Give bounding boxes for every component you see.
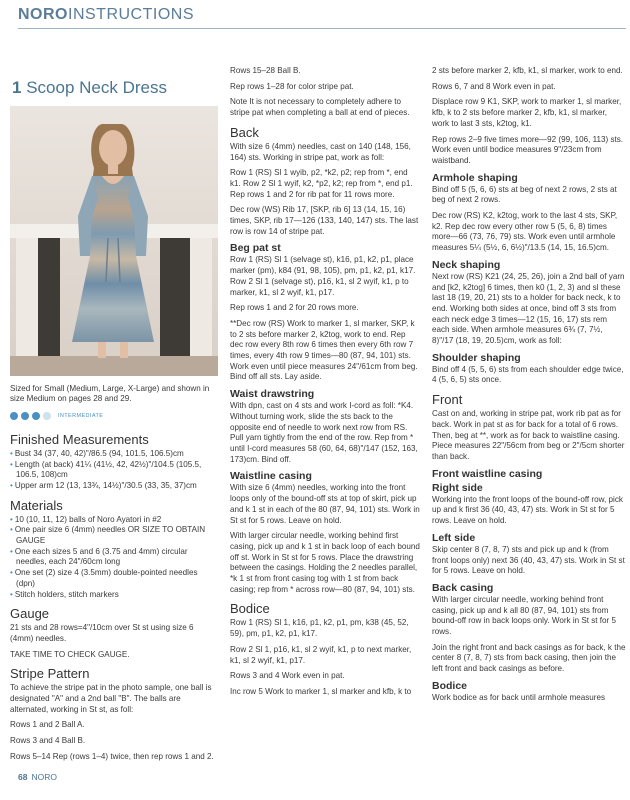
subsection-heading: Back casing (432, 581, 494, 594)
subsection-heading: Neck shaping (432, 258, 501, 271)
bullet-item: • One pair size 6 (4mm) needles OR SIZE TO OBTAIN GAUGE (10, 525, 218, 546)
paragraph: Bind off 5 (5, 6, 6) sts at beg of next 2 rows, 2 sts at beg of next 2 rows. (432, 184, 617, 205)
section-heading: Materials (10, 497, 63, 513)
paragraph: Bind off 4 (5, 5, 6) sts from each shoulder edge twice, 4 (5, 6, 5) sts once. (432, 364, 624, 385)
section-title: INSTRUCTIONS (68, 6, 194, 23)
paragraph: With larger circular needle, working behind first casing, pick up and k 1 st in back loop of each bound off st. Work in St st for 5 rows. Place the drawstring between the casings. Holding the 2 needles parallel, *k 1 st from front casing tog with 1 st from back casing; rep from * across row—80 (87, 94, 101) sts. (230, 531, 420, 594)
paragraph: 21 sts and 28 rows=4"/10cm over St st using size 6 (4mm) needles. (10, 623, 194, 643)
paragraph: Join the right front and back casings as for back, k the center 8 (7, 8, 7) sts from back casing, then join the left front and back casings as before. (432, 642, 626, 674)
paragraph: Row 1 (RS) Sl 1 (selvage st), k16, p1, k2, p1, place marker (pm), k84 (91, 98, 105), pm, p1, k2, p1, k17. Row 2 Sl 1 (selvage st), p16, k1, sl 2 wyif, k1, p to marker, k1, sl 2 wyif, k1, p17. (230, 255, 416, 297)
pattern-title (12, 78, 218, 98)
paragraph: **Dec row (RS) Work to marker 1, sl marker, SKP, k to 2 sts before marker 2, k2tog, work to end. Rep dec row every 8th row 6 times then every 6th row 7 times, every 4th row 9 times—80 (87, 94, 101) sts. Work even until piece measures 24"/61cm from beg. Bind off all sts. Lay aside. (230, 318, 418, 382)
paragraph: Rep rows 1–28 for color stripe pat. (230, 81, 354, 91)
paragraph: Row 1 (RS) Sl 1, k16, p1, k2, p1, pm, k38 (45, 52, 59), pm, p1, k2, p1, k17. (230, 618, 409, 639)
bullet-item: • Stitch holders, stitch markers (10, 590, 218, 601)
paragraph: With dpn, cast on 4 sts and work I-cord as foll: *K4. Without turning work, slide the sts back to the opposite end of needle to work next row from RS. Pull yarn tightly from the end of the row. Rep from * until I-cord measures 58 (60, 64, 68)"/147 (152, 163, 173)cm. Bind off. (230, 401, 418, 464)
section-heading: Stripe Pattern (10, 666, 90, 682)
bullet-item: • Upper arm 12 (13, 13¾, 14½)"/30.5 (33, 35, 37)cm (10, 481, 218, 492)
subsection-heading: Beg pat st (230, 242, 281, 255)
paragraph: With size 6 (4mm) needles, working into the front loops only of the bound-off sts at top of skirt, pick up and k 1 st in each of the 80 (87, 94, 101) sts. Work in St st for 5 rows. Leave on hold. (230, 483, 420, 525)
paragraph: Rep rows 1 and 2 for 20 rows more. (230, 303, 359, 313)
section-heading: Finished Measurements (10, 431, 149, 447)
level-dot-filled (21, 412, 29, 420)
section-heading: Bodice (230, 601, 270, 617)
section-heading: Back (230, 124, 259, 140)
paragraph: Row 2 Sl 1, p16, k1, sl 2 wyif, k1, p to next marker, k1, sl 2 wyif, k1, p17. (230, 644, 412, 665)
paragraph: Rows 1 and 2 Ball A. (10, 720, 85, 730)
column-right (432, 66, 626, 709)
page-number: 68 (18, 772, 28, 782)
column-middle (230, 66, 420, 703)
dress-photo (10, 106, 218, 376)
paragraph: 2 sts before marker 2, kfb, k1, sl marker, work to end. (432, 66, 623, 75)
bullet-item: • Length (at back) 41¼ (41½, 42, 42½)"/104.5 (105.5, 106.5, 108)cm (10, 460, 218, 481)
subsection-heading: Waistline casing (230, 470, 312, 483)
section-heading: Gauge (10, 606, 50, 622)
paragraph: Dec row (WS) Rib 17, [SKP, rib 6] 13 (14, 15, 16) times, SKP, rib 17—126 (133, 140, 147) sts. The last row is row 14 of stripe pat. (230, 205, 419, 236)
paragraph: Cast on and, working in stripe pat, work rib pat as for back. Work in pat st as for back for a total of 6 rows. Then, beg at **, work as for back to waistline casing. Piece measures 22"/56cm from beg or 2"/5cm shorter than back. (432, 409, 625, 461)
paragraph: Displace row 9 K1, SKP, work to marker 1, sl marker, kfb, k to 2 sts before marker 2, kfb, k1, sl marker, work to last 3 sts, k2tog, k1. (432, 97, 622, 128)
paragraph: Rows 6, 7 and 8 Work even in pat. (432, 81, 556, 91)
pattern-name: Scoop Neck Dress (26, 78, 167, 97)
subsection-heading: Shoulder shaping (432, 351, 521, 364)
paragraph: Working into the front loops of the bound-off row, pick up and k first 36 (40, 43, 47) sts. Work in St st for 5 rows. Leave on hold. (432, 494, 623, 526)
column-middle-content (230, 66, 420, 698)
footer-brand: NORO (31, 772, 57, 782)
brand-logo: NORO (18, 6, 68, 23)
column-right-content (432, 66, 626, 704)
subsection-heading: Waist drawstring (230, 388, 315, 401)
column-left-content (10, 432, 218, 763)
paragraph: Next row (RS) K21 (24, 25, 26), join a 2nd ball of yarn and [k2, k2tog] 6 times, then k0 (1, 2, 3) and sl these last 18 (19, 20, 21) sts to a holder for back neck, k to end. Working both sides at once, bind off 3 sts from each neck edge 3 times—12 (15, 16, 17) sts rem each side. When armhole measures 6¾ (7, 7½, 8)"/17 (18, 19, 20.5)cm, work as foll: (432, 271, 625, 346)
paragraph: Work bodice as for back until armhole measures (432, 692, 606, 702)
bullet-item: • Bust 34 (37, 40, 42)"/86.5 (94, 101.5, 106.5)cm (10, 449, 218, 460)
paragraph: To achieve the stripe pat in the photo sample, one ball is designated "A" and a 2nd ball "B". The balls are alternated, working in St st, as foll: (10, 683, 212, 714)
bullet-item: • One set (2) size 4 (3.5mm) double-pointed needles (dpn) (10, 568, 218, 589)
section-heading: Front (432, 392, 463, 408)
paragraph: Rows 3 and 4 Ball B. (10, 736, 86, 746)
page-header (18, 6, 194, 24)
level-dot-filled (10, 412, 18, 420)
subsection-heading: Left side (432, 531, 476, 544)
level-dot-filled (32, 412, 40, 420)
level-dot-empty (43, 412, 51, 420)
pattern-number: 1 (12, 78, 22, 97)
header-rule (18, 28, 626, 29)
photo-caption: Sized for Small (Medium, Large, X-Large) and shown in size Medium on pages 28 and 29. (10, 383, 210, 404)
bullet-item: • 10 (10, 11, 12) balls of Noro Ayatori in #2 (10, 515, 218, 526)
subsection-heading: Armhole shaping (432, 171, 518, 184)
subsection-heading: Bodice (432, 679, 468, 692)
paragraph: Row 1 (RS) Sl 1 wyib, p2, *k2, p2; rep from *, end k1. Row 2 Sl 1 wyif, k2, *p2, k2; rep from *, end p1. Rep rows 1 and 2 for rib pat for 11 rows more. (230, 168, 413, 199)
subsection-heading: Front waistline casing (432, 467, 543, 480)
page-footer (18, 772, 57, 782)
paragraph: Skip center 8 (7, 8, 7) sts and pick up and k (from front loops only) next 36 (40, 43, 47) sts. Work in St st for 5 rows. Leave on hold. (432, 544, 625, 576)
paragraph: With size 6 (4mm) needles, cast on 140 (148, 156, 164) sts. Working in stripe pat, work as foll: (230, 141, 411, 162)
paragraph: Inc row 5 Work to marker 1, sl marker and kfb, k to (230, 686, 412, 696)
paragraph: Rows 3 and 4 Work even in pat. (230, 671, 345, 681)
column-left (10, 78, 218, 768)
paragraph: Dec row (RS) K2, k2tog, work to the last 4 sts, SKP, k2. Rep dec row every other row 5 (5, 6, 8) times more—66 (73, 76, 79) sts. Work even until armhole measures 5¼ (5½, 6, 6½)"/13.5 (14, 15, 16.5)cm. (432, 211, 618, 253)
paragraph: Rep rows 2–9 five times more—92 (99, 106, 113) sts. Work even until bodice measures 9"/23cm from waistband. (432, 134, 624, 165)
skill-level (10, 411, 218, 422)
skill-level-label: INTERMEDIATE (58, 413, 104, 420)
paragraph: TAKE TIME TO CHECK GAUGE. (10, 649, 130, 659)
paragraph: With larger circular needle, working behind front casing, pick up and k all 80 (87, 94, 101) sts from bound-off row in back loops only. Work in St st for 5 rows. (432, 594, 616, 637)
paragraph: Rows 5–14 Rep (rows 1–4) twice, then rep rows 1 and 2. (10, 751, 214, 761)
paragraph: Note It is not necessary to completely adhere to stripe pat when completing a ball at end of pieces. (230, 97, 410, 118)
bullet-item: • One each sizes 5 and 6 (3.75 and 4mm) circular needles, each 24"/60cm long (10, 547, 218, 568)
subsection-heading: Right side (432, 481, 483, 494)
paragraph: Rows 15–28 Ball B. (230, 66, 301, 75)
